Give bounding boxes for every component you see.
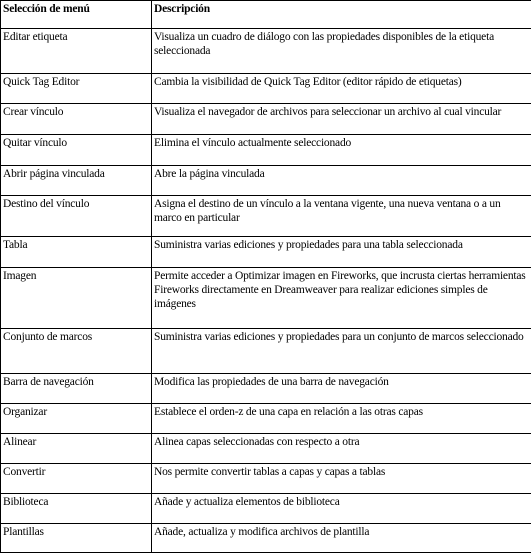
- table-row: [1, 74, 531, 104]
- menu-item-cell: Destino del vínculo: [1, 196, 152, 237]
- table-row: [1, 29, 531, 74]
- table-row: [1, 374, 531, 404]
- menu-item-cell: Biblioteca: [1, 494, 152, 524]
- menu-item-cell: Plantillas: [1, 524, 152, 553]
- menu-item-cell: Quitar vínculo: [1, 135, 152, 166]
- menu-item-cell: Abrir página vinculada: [1, 166, 152, 196]
- table-row: [1, 237, 531, 268]
- column-header-menu-selection: Selección de menú: [1, 1, 152, 29]
- table-row: [1, 329, 531, 374]
- table-row: [1, 524, 531, 553]
- menu-item-cell: Editar etiqueta: [1, 29, 152, 74]
- header-row: [1, 1, 531, 29]
- menu-item-cell: Barra de navegación: [1, 374, 152, 404]
- description-cell: Alinea capas seleccionadas con respecto a otra: [152, 434, 531, 464]
- description-cell: Permite acceder a Optimizar imagen en Fireworks, que incrusta ciertas herramientas Fireworks directamente en Dreamweaver para realizar ediciones simples de imágenes: [152, 268, 531, 329]
- description-cell: Cambia la visibilidad de Quick Tag Editor (editor rápido de etiquetas): [152, 74, 531, 104]
- table-row: [1, 135, 531, 166]
- menu-item-cell: Organizar: [1, 404, 152, 434]
- table-row: [1, 404, 531, 434]
- table-row: [1, 464, 531, 494]
- table-row: [1, 166, 531, 196]
- menu-item-cell: Quick Tag Editor: [1, 74, 152, 104]
- description-cell: Suministra varias ediciones y propiedades para un conjunto de marcos seleccionado: [152, 329, 531, 374]
- table-row: [1, 196, 531, 237]
- menu-item-cell: Crear vínculo: [1, 104, 152, 135]
- description-cell: Elimina el vínculo actualmente seleccionado: [152, 135, 531, 166]
- description-cell: Añade, actualiza y modifica archivos de plantilla: [152, 524, 531, 553]
- table-row: [1, 434, 531, 464]
- description-cell: Abre la página vinculada: [152, 166, 531, 196]
- description-cell: Añade y actualiza elementos de biblioteca: [152, 494, 531, 524]
- description-cell: Visualiza el navegador de archivos para seleccionar un archivo al cual vincular: [152, 104, 531, 135]
- description-cell: Modifica las propiedades de una barra de navegación: [152, 374, 531, 404]
- description-cell: Nos permite convertir tablas a capas y capas a tablas: [152, 464, 531, 494]
- menu-item-cell: Convertir: [1, 464, 152, 494]
- table-row: [1, 494, 531, 524]
- description-cell: Establece el orden-z de una capa en relación a las otras capas: [152, 404, 531, 434]
- description-cell: Asigna el destino de un vínculo a la ventana vigente, una nueva ventana o a un marco en particular: [152, 196, 531, 237]
- menu-item-cell: Tabla: [1, 237, 152, 268]
- menu-item-cell: Alinear: [1, 434, 152, 464]
- description-cell: Visualiza un cuadro de diálogo con las propiedades disponibles de la etiqueta seleccionada: [152, 29, 531, 74]
- table-row: [1, 104, 531, 135]
- description-cell: Suministra varias ediciones y propiedades para una tabla seleccionada: [152, 237, 531, 268]
- column-header-description: Descripción: [152, 1, 531, 29]
- table-row: [1, 268, 531, 329]
- menu-item-cell: Conjunto de marcos: [1, 329, 152, 374]
- menu-item-cell: Imagen: [1, 268, 152, 329]
